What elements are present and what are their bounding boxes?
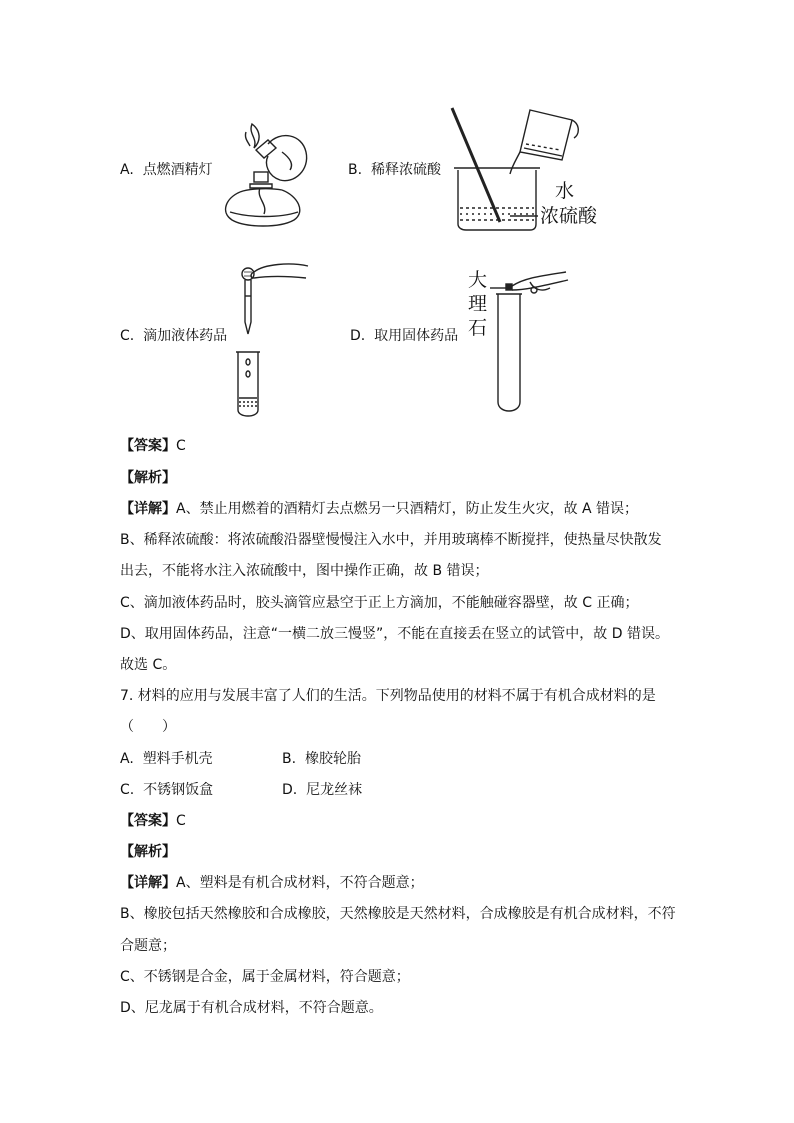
alcohol-lamp-figure bbox=[210, 112, 320, 227]
q7-stem: 7. 材料的应用与发展丰富了人们的生活。下列物品使用的材料不属于有机合成材料的是 bbox=[120, 688, 656, 704]
option-text: 点燃酒精灯 bbox=[142, 162, 213, 178]
option-c-label bbox=[120, 326, 227, 346]
q7-option-d: D. 尼龙丝袜 bbox=[282, 782, 363, 798]
q7-detail-line4: C、不锈钢是合金，属于金属材料，符合题意； bbox=[120, 969, 410, 985]
option-text: 滴加液体药品 bbox=[143, 328, 228, 344]
marble-label: 大 理 石 bbox=[468, 269, 488, 339]
q7-detail-line2: B、橡胶包括天然橡胶和合成橡胶，天然橡胶是天然材料，合成橡胶是有机合成材料，不符 bbox=[120, 906, 676, 922]
option-d-label bbox=[350, 326, 458, 346]
option-b-label bbox=[348, 160, 441, 180]
q6-answer: 【答案】C bbox=[120, 438, 186, 454]
conc-acid-label: 浓硫酸 bbox=[540, 205, 598, 227]
option-a-label bbox=[120, 160, 213, 180]
q7-option-c: C. 不锈钢饭盒 bbox=[120, 782, 214, 798]
q7-option-b: B. 橡胶轮胎 bbox=[282, 751, 361, 767]
option-text: 稀释浓硫酸 bbox=[370, 162, 441, 178]
q7-detail-line1: 【详解】A、塑料是有机合成材料，不符合题意； bbox=[120, 875, 424, 891]
q7-paren: （ ） bbox=[120, 719, 176, 735]
q6-detail-line4: C、滴加液体药品时，胶头滴管应悬空于正上方滴加，不能触碰容器壁，故 C 正确； bbox=[120, 595, 639, 611]
q6-conclusion: 故选 C。 bbox=[120, 657, 177, 673]
q6-detail-line1: 【详解】A、禁止用燃着的酒精灯去点燃另一只酒精灯，防止发生火灾，故 A 错误； bbox=[120, 501, 639, 517]
solid-reagent-figure bbox=[490, 264, 590, 416]
q7-detail-line5: D、尼龙属于有机合成材料，不符合题意。 bbox=[120, 1000, 383, 1016]
option-letter: D. bbox=[350, 328, 366, 344]
q7-detail-line3: 合题意； bbox=[120, 938, 176, 954]
q7-option-a: A. 塑料手机壳 bbox=[120, 751, 213, 767]
option-letter: C. bbox=[120, 328, 135, 344]
q6-detail-line2: B、稀释浓硫酸：将浓硫酸沿器壁慢慢注入水中，并用玻璃棒不断搅拌，使热量尽快散发 bbox=[120, 532, 662, 548]
q6-detail-line3: 出去，不能将水注入浓硫酸中，图中操作正确，故 B 错误； bbox=[120, 563, 489, 579]
option-text: 取用固体药品 bbox=[374, 328, 459, 344]
option-letter: B. bbox=[348, 162, 363, 178]
q6-detail-line5: D、取用固体药品，注意“一横二放三慢竖”，不能在直接丢在竖立的试管中，故 D 错误。 bbox=[120, 626, 669, 642]
dropper-figure bbox=[234, 262, 314, 422]
q6-analysis-tag: 【解析】 bbox=[120, 470, 176, 486]
option-letter: A. bbox=[120, 162, 134, 178]
q7-analysis-tag: 【解析】 bbox=[120, 844, 176, 860]
q7-answer: 【答案】C bbox=[120, 813, 186, 829]
water-label: 水 bbox=[555, 180, 575, 202]
